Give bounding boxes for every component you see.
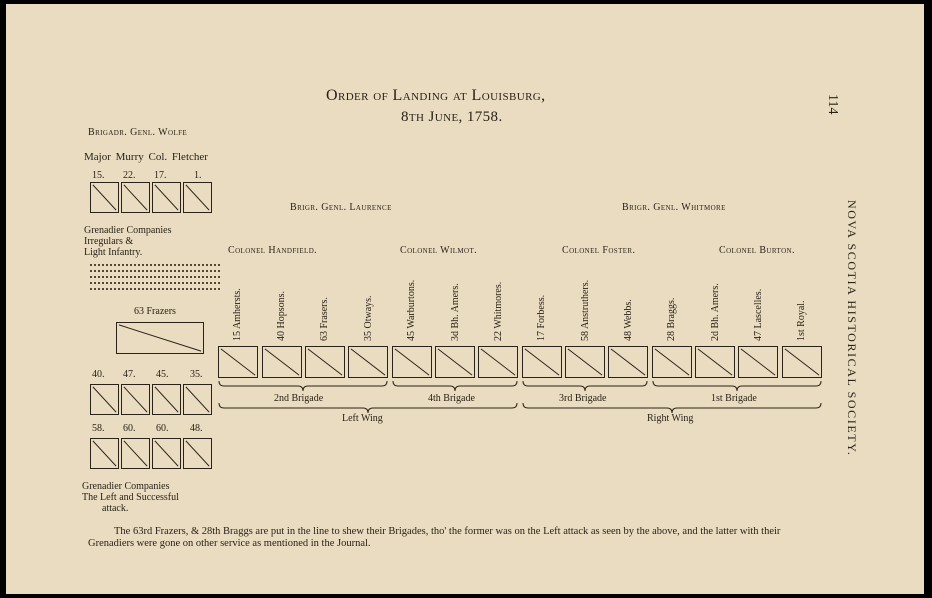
regiment-box <box>218 346 258 378</box>
company-box <box>183 438 212 469</box>
footnote-text: The 63rd Frazers, & 28th Braggs are put in the line to shew their Brigades, tho' the former was on the Left attack as seen by the above, and the latter with their Grenadiers were gone on other service as mentioned in the Journal. <box>88 526 781 549</box>
company-box <box>90 438 119 469</box>
regiment-box <box>608 346 648 378</box>
wolfe-heading: Brigadr. Genl. Wolfe <box>88 127 188 138</box>
colonel-heading: Colonel Burton. <box>719 245 795 256</box>
wing-label: Right Wing <box>647 413 694 424</box>
regiment-label: 48 Webbs. <box>623 299 634 341</box>
company-box <box>152 182 181 213</box>
regiment-box <box>392 346 432 378</box>
wolfe-bottom-number: 60. <box>123 423 136 434</box>
page-number: 114 <box>825 94 840 115</box>
colonel-heading: Colonel Wilmot. <box>400 245 478 256</box>
wing-label: Left Wing <box>342 413 383 424</box>
wolfe-officers: Major Murry Col. Fletcher <box>84 151 208 163</box>
dotted-line <box>90 276 220 278</box>
wolfe-bottom-number: 60. <box>156 423 169 434</box>
regiment-label: 2d Bh. Amers. <box>710 283 721 341</box>
brigade-brace <box>392 380 518 392</box>
regiment-box <box>478 346 518 378</box>
brigade-label: 1st Brigade <box>711 393 757 404</box>
company-box <box>152 384 181 415</box>
regiment-box <box>695 346 735 378</box>
regiment-label: 63 Frasers. <box>319 297 330 341</box>
footnote <box>88 526 828 550</box>
whitmore-heading: Brigr. Genl. Whitmore <box>622 202 726 213</box>
regiment-box <box>305 346 345 378</box>
wolfe-bottom-number: 48. <box>190 423 203 434</box>
wolfe-bottom-label-line: Grenadier Companies <box>82 481 170 492</box>
brigade-brace <box>522 380 648 392</box>
regiment-label: 3d Bh. Amers. <box>450 283 461 341</box>
brigade-label: 4th Brigade <box>428 393 475 404</box>
regiment-label: 47 Lascelles. <box>753 288 764 341</box>
company-box <box>90 182 119 213</box>
page-subtitle: 8th June, 1758. <box>401 109 503 125</box>
regiment-label: 58 Anstruthers. <box>580 279 591 341</box>
company-box <box>183 384 212 415</box>
wolfe-bottom-number: 58. <box>92 423 105 434</box>
wolfe-top-number: 15. <box>92 170 105 181</box>
wolfe-label-line: Irregulars & <box>84 236 134 247</box>
wolfe-top-number: 22. <box>123 170 136 181</box>
laurence-heading: Brigr. Genl. Laurence <box>290 202 392 213</box>
dotted-line <box>90 282 220 284</box>
regiment-box <box>565 346 605 378</box>
regiment-label: 45 Warburtons. <box>406 279 417 341</box>
wolfe-mid-number: 47. <box>123 369 136 380</box>
wolfe-label-line: Light Infantry. <box>84 247 143 258</box>
brigade-label: 2nd Brigade <box>274 393 324 404</box>
regiment-label: 22 Whitmores. <box>493 281 504 341</box>
running-head: NOVA SCOTIA HISTORICAL SOCIETY. <box>845 200 859 457</box>
company-box <box>152 438 181 469</box>
regiment-box <box>652 346 692 378</box>
dotted-line <box>90 270 220 272</box>
wolfe-mid-number: 45. <box>156 369 169 380</box>
regiment-label: 1st Royal. <box>796 300 807 341</box>
book-page <box>6 4 924 594</box>
regiment-box <box>262 346 302 378</box>
colonel-heading: Colonel Foster. <box>562 245 636 256</box>
regiment-box <box>522 346 562 378</box>
wolfe-mid-number: 35. <box>190 369 203 380</box>
colonel-heading: Colonel Handfield. <box>228 245 318 256</box>
frazers-box <box>116 322 204 354</box>
dotted-line <box>90 288 220 290</box>
regiment-label: 15 Amhersts. <box>232 288 243 341</box>
frazers-label: 63 Frazers <box>134 306 176 317</box>
regiment-box <box>738 346 778 378</box>
wolfe-label-line: Grenadier Companies <box>84 225 172 236</box>
wolfe-mid-number: 40. <box>92 369 105 380</box>
wolfe-top-number: 17. <box>154 170 167 181</box>
brigade-label: 3rd Brigade <box>559 393 607 404</box>
company-box <box>121 384 150 415</box>
brigade-brace <box>652 380 822 392</box>
regiment-label: 28 Braggs. <box>666 297 677 341</box>
regiment-box <box>348 346 388 378</box>
company-box <box>183 182 212 213</box>
company-box <box>121 182 150 213</box>
company-box <box>90 384 119 415</box>
dotted-line <box>90 264 220 266</box>
company-box <box>121 438 150 469</box>
wolfe-bottom-label-line: attack. <box>102 503 129 514</box>
regiment-box <box>435 346 475 378</box>
page-title: Order of Landing at Louisburg, <box>326 87 546 104</box>
wolfe-top-number: 1. <box>194 170 202 181</box>
regiment-box <box>782 346 822 378</box>
regiment-label: 35 Otways. <box>363 295 374 341</box>
wolfe-bottom-label-line: The Left and Successful <box>82 492 179 503</box>
brigade-brace <box>218 380 388 392</box>
regiment-label: 40 Hopsons. <box>276 290 287 341</box>
regiment-label: 17 Forbess. <box>536 294 547 341</box>
